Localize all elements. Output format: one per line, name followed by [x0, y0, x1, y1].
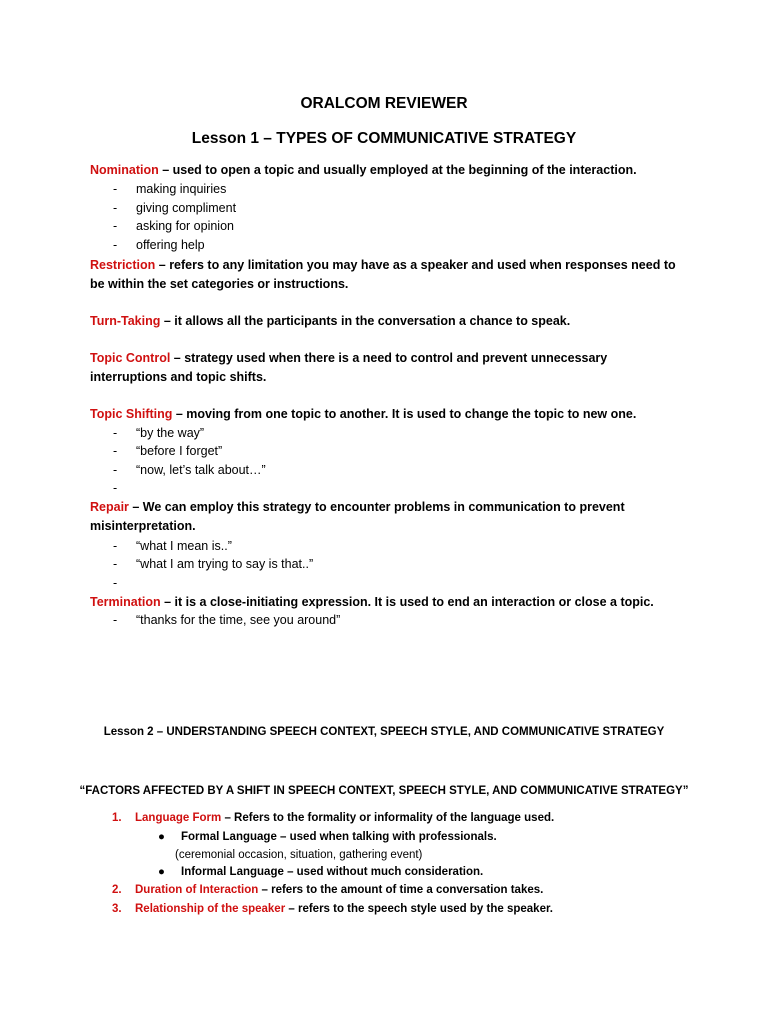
topic-control-def: – strategy used when there is a need to control and prevent unnecessary interruptions and topic shifts.	[90, 351, 608, 384]
factor-def: – refers to the speech style used by the speaker.	[285, 903, 554, 915]
termination-definition	[90, 593, 690, 612]
factor-number: 1.	[112, 812, 122, 824]
list-dash: -	[113, 182, 118, 196]
termination-def: – it is a close-initiating expression. It is used to end an interaction or close a topic.	[160, 595, 654, 609]
formal-language-note: (ceremonial occasion, situation, gathering event)	[175, 849, 423, 861]
list-dash: -	[113, 201, 118, 215]
factor-number: 3.	[112, 903, 122, 915]
topic-control-definition	[90, 349, 680, 386]
topic-shifting-definition	[90, 405, 690, 424]
informal-language-item: Informal Language – used without much consideration.	[181, 866, 484, 878]
factors-heading: “FACTORS AFFECTED BY A SHIFT IN SPEECH CONTEXT, SPEECH STYLE, AND COMMUNICATIVE STRATEGY”	[79, 785, 689, 797]
list-item: asking for opinion	[136, 219, 234, 233]
topic-shifting-term: Topic Shifting	[90, 407, 173, 421]
list-dash: -	[113, 426, 118, 440]
turn-taking-term: Turn-Taking	[90, 314, 161, 328]
repair-def: – We can employ this strategy to encounter problems in communication to prevent misinterpretation.	[90, 500, 625, 533]
nomination-term: Nomination	[90, 163, 159, 177]
list-dash: -	[113, 613, 118, 627]
list-item: “what I am trying to say is that..”	[136, 557, 314, 571]
repair-term: Repair	[90, 500, 129, 514]
factor-duration-of-interaction	[135, 884, 543, 896]
list-item: “now, let’s talk about…”	[136, 463, 266, 477]
factor-relationship-of-speaker	[135, 903, 553, 915]
turn-taking-definition	[90, 312, 690, 331]
nomination-definition	[90, 161, 690, 180]
topic-control-term: Topic Control	[90, 351, 171, 365]
list-dash: -	[113, 576, 118, 590]
restriction-def: – refers to any limitation you may have as a speaker and used when responses need to be within the set categories or instructions.	[90, 258, 676, 291]
factor-def: – refers to the amount of time a conversation takes.	[258, 884, 544, 896]
list-dash: -	[113, 481, 118, 495]
list-item: “by the way”	[136, 426, 205, 440]
list-item: giving compliment	[136, 201, 237, 215]
factor-def: – Refers to the formality or informality of the language used.	[221, 812, 555, 824]
list-item: “what I mean is..”	[136, 539, 232, 553]
list-item: making inquiries	[136, 182, 227, 196]
turn-taking-def: – it allows all the participants in the conversation a chance to speak.	[160, 314, 571, 328]
factor-number: 2.	[112, 884, 122, 896]
list-dash: -	[113, 238, 118, 252]
document-title: ORALCOM REVIEWER	[300, 95, 468, 112]
nomination-def: – used to open a topic and usually employed at the beginning of the interaction.	[158, 163, 637, 177]
list-dash: -	[113, 219, 118, 233]
list-dash: -	[113, 463, 118, 477]
bullet-dot: ●	[158, 866, 165, 878]
lesson1-heading: Lesson 1 – TYPES OF COMMUNICATIVE STRATEGY	[191, 130, 577, 147]
list-item: “thanks for the time, see you around”	[136, 613, 341, 627]
list-item: “before I forget”	[136, 444, 223, 458]
list-dash: -	[113, 539, 118, 553]
restriction-term: Restriction	[90, 258, 156, 272]
list-item: offering help	[136, 238, 205, 252]
lesson2-heading: Lesson 2 – UNDERSTANDING SPEECH CONTEXT, SPEECH STYLE, AND COMMUNICATIVE STRATEGY	[103, 726, 665, 738]
termination-term: Termination	[90, 595, 161, 609]
factor-term: Language Form	[135, 812, 222, 824]
formal-language-item: Formal Language – used when talking with professionals.	[181, 831, 497, 843]
topic-shifting-def: – moving from one topic to another. It is used to change the topic to new one.	[172, 407, 637, 421]
repair-definition	[90, 498, 630, 535]
bullet-dot: ●	[158, 831, 165, 843]
factor-term: Relationship of the speaker	[135, 903, 286, 915]
restriction-definition	[90, 256, 680, 293]
list-dash: -	[113, 557, 118, 571]
factor-language-form	[135, 812, 554, 824]
factor-term: Duration of Interaction	[135, 884, 259, 896]
list-dash: -	[113, 444, 118, 458]
